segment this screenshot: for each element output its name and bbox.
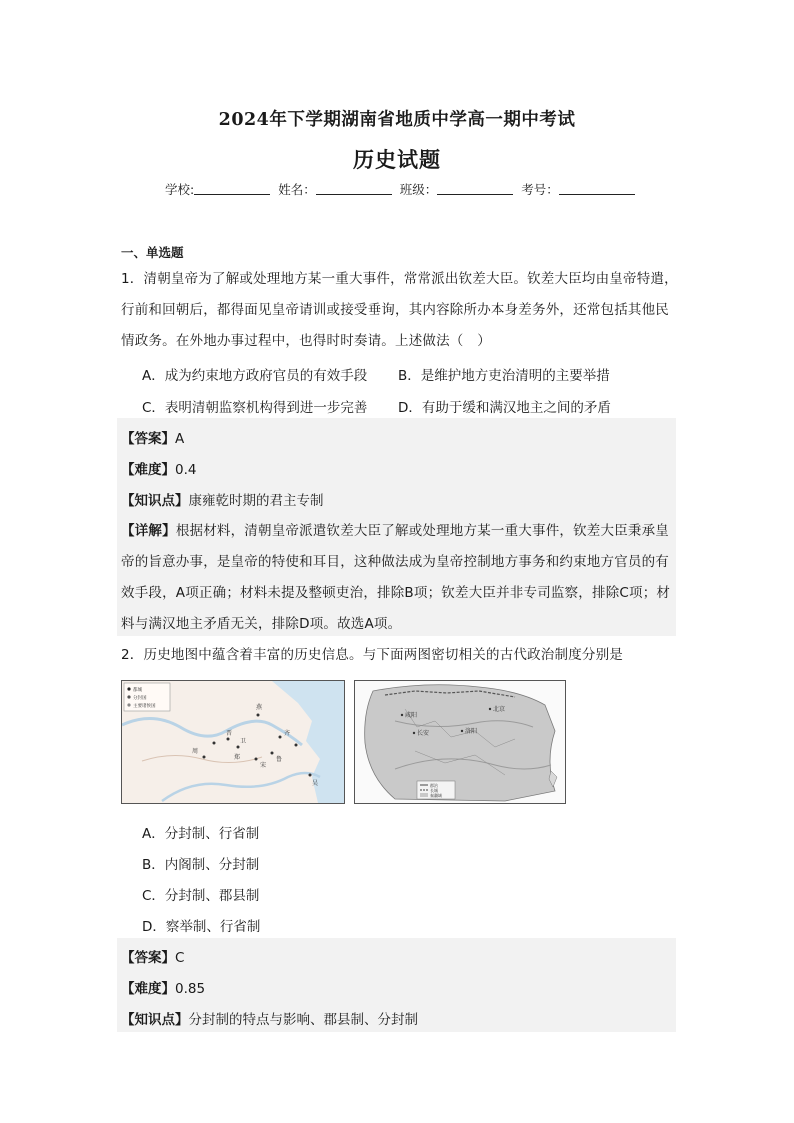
legend-text-2: 分封国: [133, 696, 147, 701]
state-label: 鲁: [276, 756, 283, 763]
yellow-river: [122, 718, 302, 745]
map-1-graphic: [122, 681, 344, 803]
question-2-stem: 2．历史地图中蕴含着丰富的历史信息。与下面两图密切相关的古代政治制度分别是: [121, 647, 623, 663]
question-1-knowledge: 【知识点】康雍乾时期的君主专制: [121, 493, 324, 509]
student-info-row: [165, 180, 639, 198]
state-dot: [255, 758, 258, 761]
exam-title: 2024年下学期湖南省地质中学高一期中考试: [218, 110, 576, 130]
question-1-option-b[interactable]: B．是维护地方吏治清明的主要举措: [398, 368, 610, 384]
state-label: 郑: [234, 754, 241, 761]
school-blank[interactable]: [194, 182, 270, 195]
state-dot: [295, 744, 298, 747]
map-2-place-label: 长安: [417, 730, 430, 737]
map-2-legend-text: 郡治: [430, 783, 438, 788]
western-zhou-map: [121, 680, 345, 804]
state-dot: [213, 742, 216, 745]
sea-area: [272, 681, 344, 803]
question-1-option-d[interactable]: D．有助于缓和满汉地主之间的矛盾: [398, 400, 611, 416]
class-blank[interactable]: [437, 182, 513, 195]
state-label: 吴: [312, 780, 319, 787]
map-2-place-label: 咸阳: [405, 712, 418, 719]
question-1-difficulty: 【难度】0.4: [121, 462, 197, 478]
state-dot: [279, 736, 282, 739]
map-2-graphic: [355, 681, 565, 803]
legend-dot-2: [127, 695, 130, 698]
exam-number-blank[interactable]: [559, 182, 635, 195]
qin-dynasty-map: [354, 680, 566, 804]
state-label: 卫: [240, 738, 247, 745]
name-label: 姓名：: [278, 182, 316, 197]
legend-dot-1: [127, 687, 130, 690]
state-dot: [271, 752, 274, 755]
state-dot: [237, 746, 240, 749]
map-2-place-dot: [413, 732, 415, 734]
map-2-legend-text: 秦疆域: [430, 793, 442, 798]
terrain-line: [142, 755, 262, 762]
question-1-answer: 【答案】A: [121, 431, 185, 447]
question-2-answer: 【答案】C: [121, 950, 185, 966]
subject-title: 历史试题: [353, 147, 441, 172]
question-1-option-c[interactable]: C．表明清朝监察机构得到进一步完善: [142, 400, 368, 416]
state-dot: [203, 756, 206, 759]
state-dot: [257, 714, 260, 717]
qin-territory: [365, 685, 555, 801]
state-label: 周: [192, 748, 199, 755]
question-2-knowledge: 【知识点】分封制的特点与影响、郡县制、分封制: [121, 1012, 418, 1028]
exam-number-label: 考号：: [521, 182, 559, 197]
question-2-option-d[interactable]: D．察举制、行省制: [142, 919, 261, 935]
question-2-option-b[interactable]: B．内阁制、分封制: [142, 857, 260, 873]
question-1-stem: 1．清朝皇帝为了解或处理地方某一重大事件，常常派出钦差大臣。钦差大臣均由皇帝特遣，行前和回朝后，都得面见皇帝请训或接受垂询，其内容除所办本身差务外，还常包括其他民情政务。在外地办事过程中，也得时时奏请。上述做法（ ）: [121, 271, 678, 349]
question-1-detail: 【详解】根据材料，清朝皇帝派遣钦差大臣了解或处理地方某一重大事件，钦差大臣秉承皇帝的旨意办事，是皇帝的特使和耳目，这种做法成为皇帝控制地方事务和约束地方官员的有效手段，A项正确；材料未提及整顿吏治，排除B项；钦差大臣并非专司监察，排除C项；材料与满汉地主矛盾无关，排除D项。故选A项。: [121, 523, 671, 632]
name-blank[interactable]: [316, 182, 392, 195]
state-label: 晋: [226, 730, 233, 737]
question-1-option-a[interactable]: A．成为约束地方政府官员的有效手段: [142, 368, 368, 384]
school-label: 学校:: [165, 182, 195, 197]
state-dot: [309, 774, 312, 777]
question-2-option-c[interactable]: C．分封制、郡县制: [142, 888, 260, 904]
section-title: 一、单选题: [121, 245, 184, 260]
map-2-place-label: 洛阳: [465, 728, 478, 735]
map-2-place-dot: [461, 730, 463, 732]
map-2-place-dot: [401, 714, 403, 716]
yangtze-river: [162, 773, 320, 801]
map-2-legend-text: 长城: [430, 788, 438, 793]
state-label: 宋: [260, 762, 267, 769]
legend-mark: [420, 793, 428, 797]
map-2-place-dot: [489, 708, 491, 710]
question-2-option-a[interactable]: A．分封制、行省制: [142, 826, 260, 842]
question-2-difficulty: 【难度】0.85: [121, 981, 206, 997]
legend-text-1: 都城: [133, 688, 142, 693]
map-2-place-label: 北京: [493, 706, 506, 713]
legend-dot-3: [127, 703, 130, 706]
legend-text-3: 主要诸侯国: [133, 704, 156, 709]
state-dot: [227, 738, 230, 741]
state-label: 齐: [284, 730, 291, 737]
class-label: 班级：: [399, 182, 438, 197]
state-label: 燕: [256, 704, 263, 711]
